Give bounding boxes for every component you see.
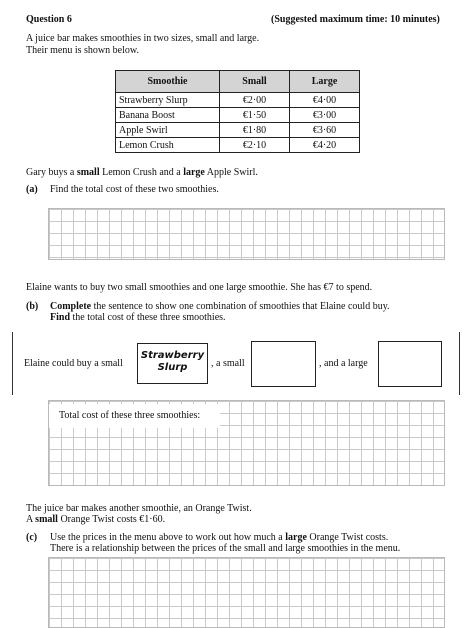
part-c-lead-2-bold: small — [35, 514, 58, 525]
sentence-mid: , a small — [211, 358, 245, 369]
menu-cell-name: Lemon Crush — [116, 138, 220, 153]
part-c-line-1-bold: large — [285, 532, 307, 543]
menu-row — [116, 108, 360, 123]
part-b-line-1 — [50, 301, 390, 312]
part-a-lead-small: small — [76, 167, 100, 178]
menu-cell-large: €4·00 — [290, 93, 360, 108]
menu-cell-large: €3·00 — [290, 108, 360, 123]
handwritten-answer-line-2: Slurp — [157, 362, 188, 373]
part-a-lead-mid: Lemon Crush and a — [99, 167, 184, 178]
part-b-line-2-rest: the total cost of these three smoothies. — [70, 312, 226, 323]
menu-header-large: Large — [290, 71, 360, 93]
menu-cell-large: €4·20 — [290, 138, 360, 153]
menu-cell-name: Strawberry Slurp — [116, 93, 220, 108]
menu-cell-name: Apple Swirl — [116, 123, 220, 138]
small-smoothie-answer-box-1[interactable] — [137, 343, 208, 384]
working-grid-c[interactable] — [48, 557, 445, 628]
menu-cell-small: €2·10 — [220, 138, 290, 153]
menu-row — [116, 93, 360, 108]
menu-cell-small: €1·50 — [220, 108, 290, 123]
part-b-line-2 — [50, 312, 226, 323]
total-cost-label: Total cost of these three smoothies: — [59, 410, 201, 421]
intro-line-2: Their menu is shown below. — [26, 45, 139, 56]
menu-cell-small: €1·80 — [220, 123, 290, 138]
question-title: Question 6 — [26, 14, 72, 25]
part-c-line-1-pre: Use the prices in the menu above to work out how much a — [50, 532, 286, 543]
menu-row — [116, 123, 360, 138]
part-c-line-2: There is a relationship between the prices of the small and large smoothies in the menu. — [50, 543, 401, 554]
part-a-lead — [26, 167, 258, 178]
menu-row — [116, 138, 360, 153]
menu-header-row — [116, 71, 360, 93]
part-c-label: (c) — [26, 532, 38, 543]
part-c-lead-2-post: Orange Twist costs €1·60. — [57, 514, 166, 525]
handwritten-answer-line-1: Strawberry — [140, 350, 205, 361]
part-a-text: Find the total cost of these two smoothies. — [50, 184, 219, 195]
small-smoothie-answer-box-2[interactable] — [251, 341, 316, 387]
part-b-label: (b) — [26, 301, 39, 312]
part-b-line-1-rest: the sentence to show one combination of smoothies that Elaine could buy. — [91, 301, 390, 312]
part-a-lead-large: large — [183, 167, 205, 178]
large-smoothie-answer-box[interactable] — [378, 341, 442, 387]
menu-header-small: Small — [220, 71, 290, 93]
sentence-end: , and a large — [319, 358, 368, 369]
part-c-lead-1: The juice bar makes another smoothie, an Orange Twist. — [26, 503, 252, 514]
part-b-line-2-bold: Find — [50, 312, 71, 323]
intro-line-1: A juice bar makes smoothies in two sizes, small and large. — [26, 33, 260, 44]
menu-cell-large: €3·60 — [290, 123, 360, 138]
menu-header-smoothie: Smoothie — [116, 71, 220, 93]
part-c-lead-2-pre: A — [26, 514, 36, 525]
suggested-time: (Suggested maximum time: 10 minutes) — [271, 14, 440, 25]
part-c-lead-2 — [26, 514, 165, 525]
sentence-start: Elaine could buy a small — [24, 358, 123, 369]
part-a-label: (a) — [26, 184, 38, 195]
menu-cell-small: €2·00 — [220, 93, 290, 108]
part-a-lead-post: Apple Swirl. — [204, 167, 258, 178]
menu-cell-name: Banana Boost — [116, 108, 220, 123]
working-grid-a[interactable] — [48, 208, 445, 260]
menu-table — [115, 70, 360, 153]
part-b-lead: Elaine wants to buy two small smoothies and one large smoothie. She has €7 to spend. — [26, 282, 373, 293]
part-a-lead-pre: Gary buys a — [26, 167, 77, 178]
part-c-line-1-post: Orange Twist costs. — [306, 532, 389, 543]
part-b-line-1-bold: Complete — [50, 301, 92, 312]
part-c-line-1 — [50, 532, 388, 543]
